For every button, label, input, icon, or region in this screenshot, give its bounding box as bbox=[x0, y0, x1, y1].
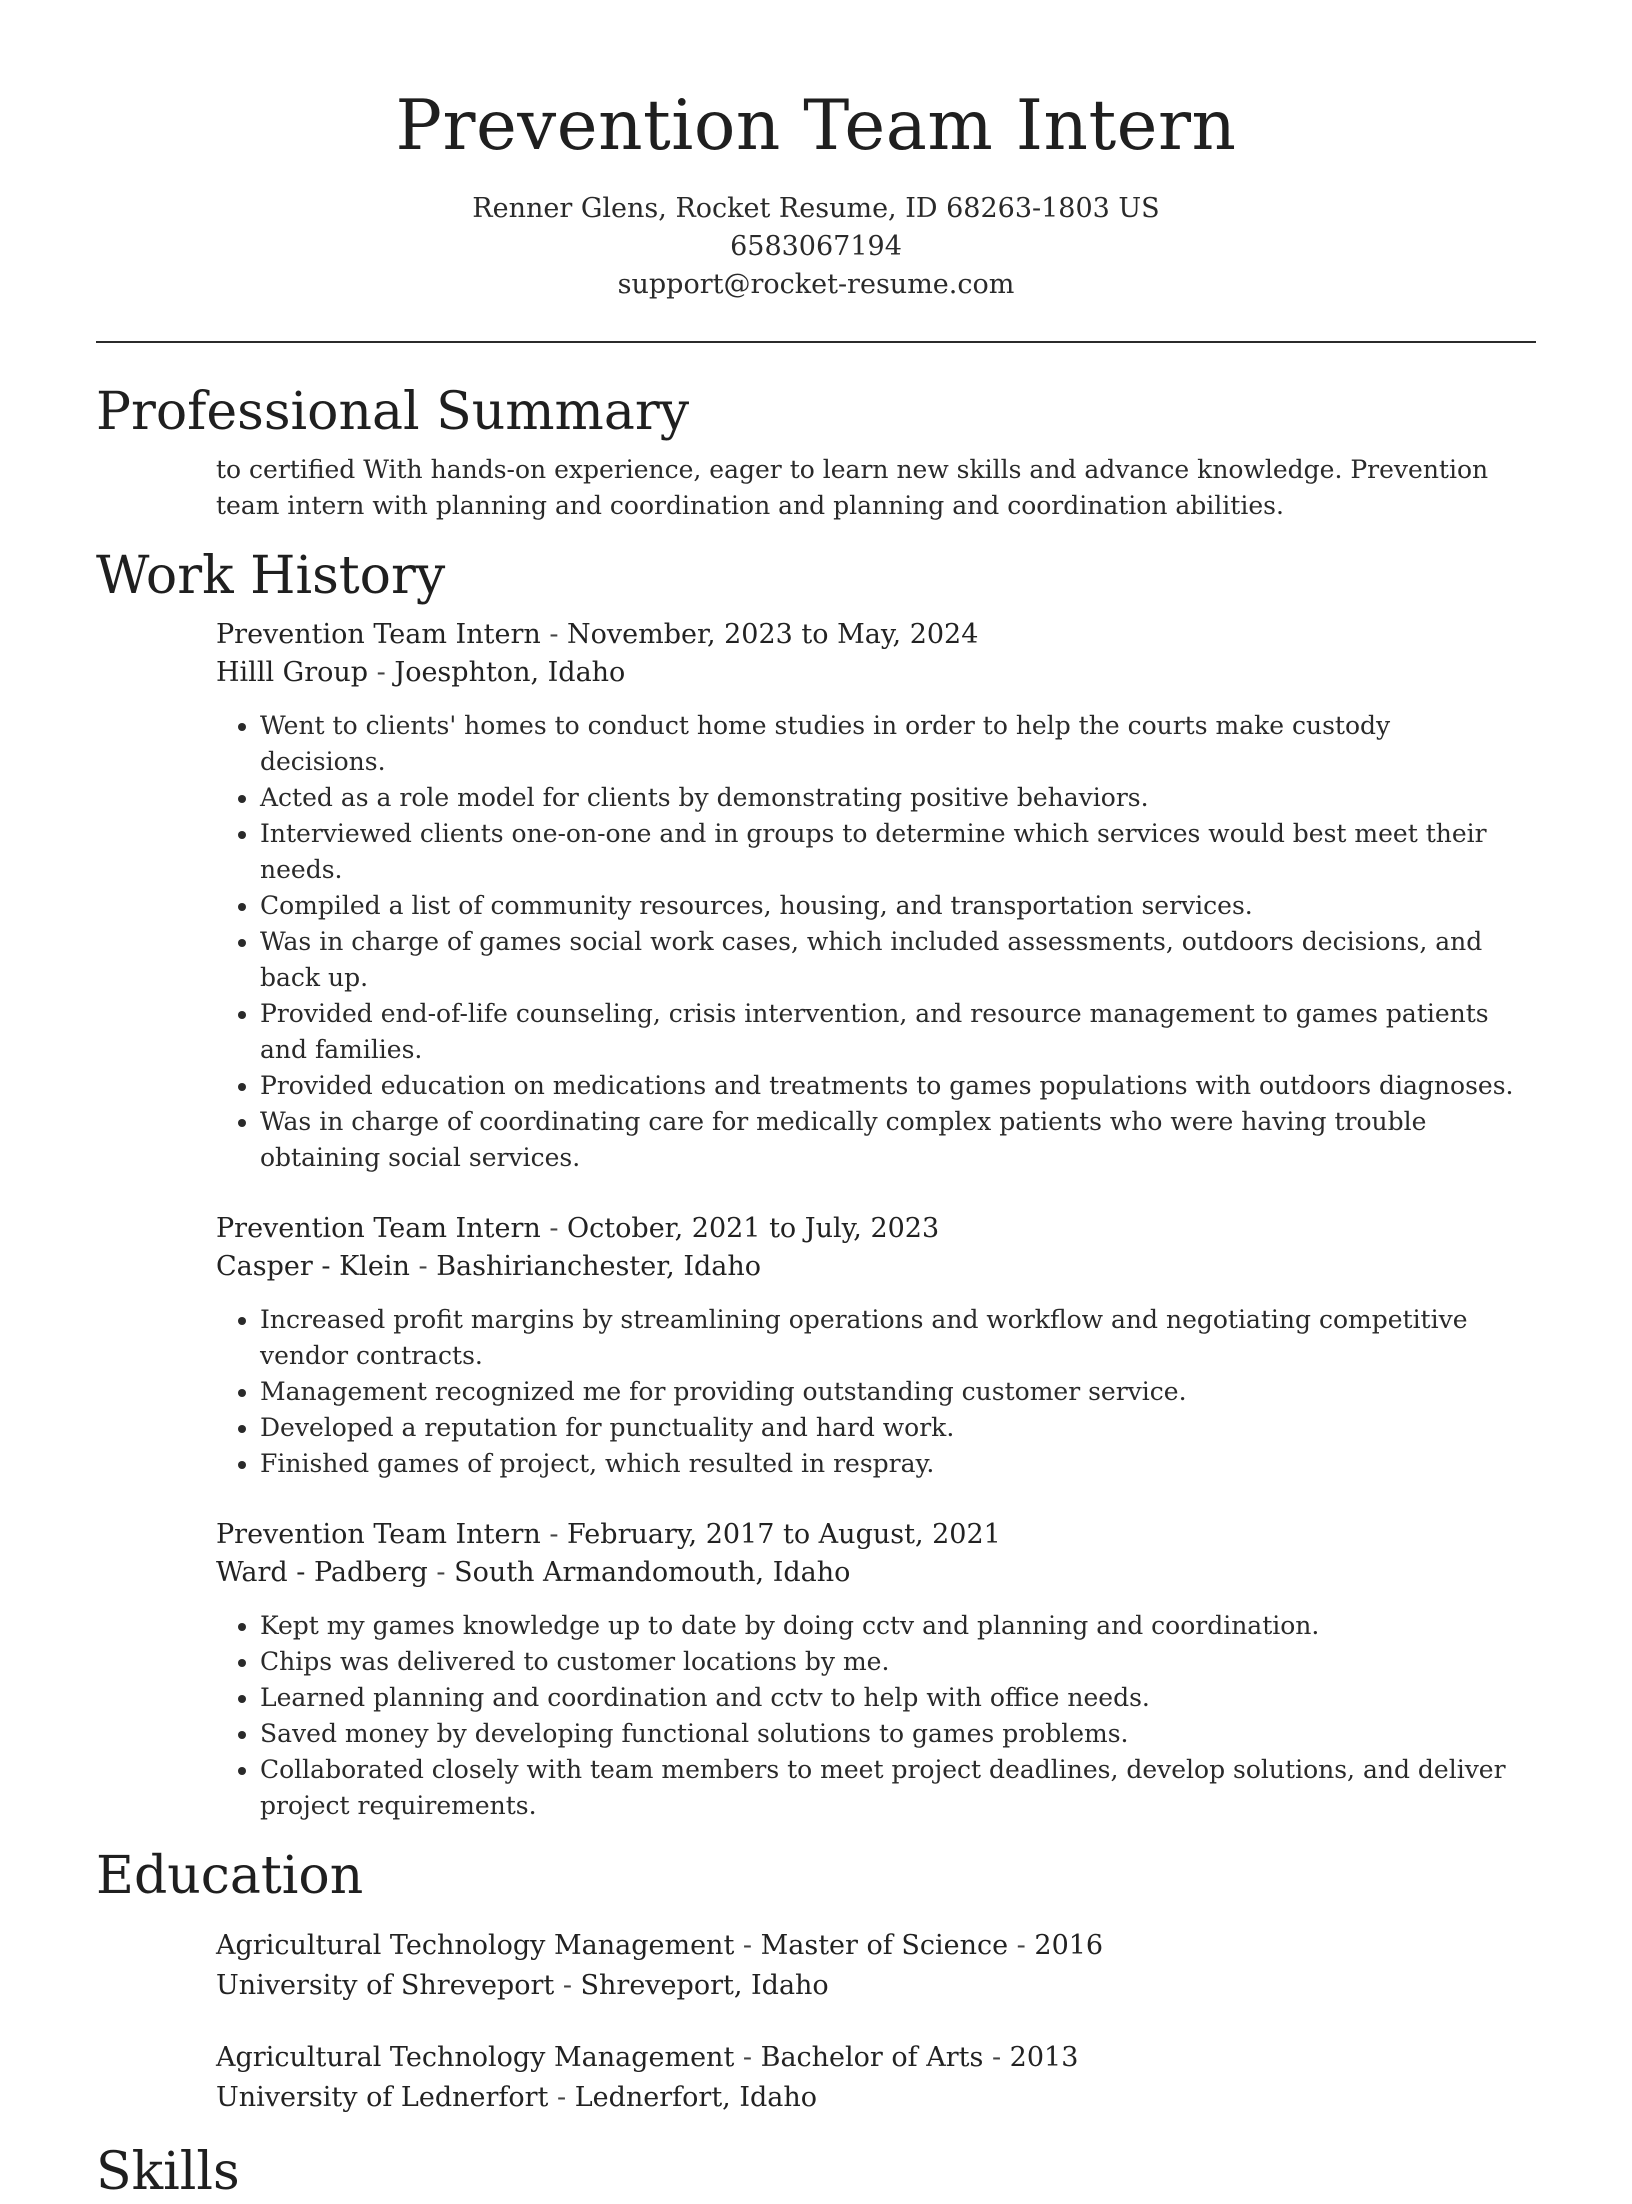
education-school-line: University of Lednerfort - Lednerfort, Idaho bbox=[216, 2082, 818, 2113]
education-year: 2016 bbox=[1034, 1930, 1104, 1961]
education-school: University of Shreveport bbox=[216, 1970, 555, 2001]
education-degree-line: Agricultural Technology Management - Master of Science - 2016 bbox=[216, 1930, 1104, 1961]
resume-header bbox=[0, 0, 1632, 304]
job-entry bbox=[216, 1516, 1516, 1824]
job-heading: Prevention Team Intern - February, 2017 to August, 2021 bbox=[216, 1519, 1001, 1550]
job-bullets bbox=[216, 1302, 1516, 1482]
job-heading: Prevention Team Intern - November, 2023 to May, 2024 bbox=[216, 619, 979, 650]
list-item: • Chips was delivered to customer locations by me. bbox=[260, 1644, 1516, 1680]
list-item: • Acted as a role model for clients by demonstrating positive behaviors. bbox=[260, 780, 1516, 816]
job-company: Ward - Padberg bbox=[216, 1557, 428, 1588]
job-entry bbox=[216, 616, 1516, 1176]
education-entry bbox=[216, 1926, 1516, 2006]
list-item: • Saved money by developing functional solutions to games problems. bbox=[260, 1716, 1516, 1752]
list-item: • Finished games of project, which resulted in respray. bbox=[260, 1446, 1516, 1482]
header-divider bbox=[96, 341, 1536, 343]
list-item: • Went to clients' homes to conduct home studies in order to help the courts make custody decisions. bbox=[260, 708, 1516, 780]
job-location: Bashirianchester, Idaho bbox=[436, 1251, 762, 1282]
education-degree: Bachelor of Arts bbox=[760, 2042, 984, 2073]
job-bullets bbox=[216, 1608, 1516, 1824]
list-item: • Provided education on medications and treatments to games populations with outdoors diagnoses. bbox=[260, 1068, 1516, 1104]
job-dates: November, 2023 to May, 2024 bbox=[567, 619, 979, 650]
section-title-skills: Skills bbox=[96, 2142, 240, 2202]
education-degree: Master of Science bbox=[760, 1930, 1009, 1961]
list-item: • Was in charge of coordinating care for medically complex patients who were having trouble obtaining social services. bbox=[260, 1104, 1516, 1176]
job-heading: Prevention Team Intern - October, 2021 to July, 2023 bbox=[216, 1213, 940, 1244]
candidate-name: Prevention Team Intern bbox=[395, 86, 1237, 166]
contact-address: Renner Glens, Rocket Resume, ID 68263-1803 US bbox=[472, 193, 1160, 224]
job-title: Prevention Team Intern bbox=[216, 1519, 541, 1550]
education-entry bbox=[216, 2038, 1516, 2118]
list-item: • Collaborated closely with team members to meet project deadlines, develop solutions, and deliver project requirements. bbox=[260, 1752, 1516, 1824]
education-field: Agricultural Technology Management bbox=[216, 2042, 735, 2073]
list-item: • Kept my games knowledge up to date by doing cctv and planning and coordination. bbox=[260, 1608, 1516, 1644]
education-field: Agricultural Technology Management bbox=[216, 1930, 735, 1961]
education-school-line: University of Shreveport - Shreveport, Idaho bbox=[216, 1970, 829, 2001]
job-entry bbox=[216, 1210, 1516, 1482]
list-item: • Developed a reputation for punctuality and hard work. bbox=[260, 1410, 1516, 1446]
education-location: Lednerfort, Idaho bbox=[574, 2082, 818, 2113]
contact-phone: 6583067194 bbox=[730, 231, 902, 262]
list-item: • Interviewed clients one-on-one and in groups to determine which services would best meet their needs. bbox=[260, 816, 1516, 888]
job-title: Prevention Team Intern bbox=[216, 1213, 541, 1244]
contact-block bbox=[0, 190, 1632, 304]
contact-email: support@rocket-resume.com bbox=[617, 269, 1015, 300]
list-item: • Provided end-of-life counseling, crisis intervention, and resource management to games patients and families. bbox=[260, 996, 1516, 1068]
list-item: • Was in charge of games social work cases, which included assessments, outdoors decisions, and back up. bbox=[260, 924, 1516, 996]
work-history-list bbox=[216, 616, 1516, 1824]
job-employer: Hilll Group - Joesphton, Idaho bbox=[216, 657, 626, 688]
job-location: Joesphton, Idaho bbox=[394, 657, 626, 688]
education-degree-line: Agricultural Technology Management - Bachelor of Arts - 2013 bbox=[216, 2042, 1079, 2073]
job-title: Prevention Team Intern bbox=[216, 619, 541, 650]
job-dates: October, 2021 to July, 2023 bbox=[567, 1213, 940, 1244]
job-employer: Casper - Klein - Bashirianchester, Idaho bbox=[216, 1251, 762, 1282]
education-year: 2013 bbox=[1009, 2042, 1079, 2073]
job-employer: Ward - Padberg - South Armandomouth, Idaho bbox=[216, 1557, 851, 1588]
list-item: • Increased profit margins by streamlining operations and workflow and negotiating competitive vendor contracts. bbox=[260, 1302, 1516, 1374]
section-title-work-history: Work History bbox=[96, 546, 446, 606]
education-school: University of Lednerfort bbox=[216, 2082, 549, 2113]
job-bullets bbox=[216, 708, 1516, 1176]
list-item: • Management recognized me for providing outstanding customer service. bbox=[260, 1374, 1516, 1410]
education-list bbox=[216, 1926, 1516, 2118]
job-location: South Armandomouth, Idaho bbox=[454, 1557, 851, 1588]
section-title-summary: Professional Summary bbox=[96, 382, 690, 442]
education-location: Shreveport, Idaho bbox=[580, 1970, 829, 2001]
list-item: • Learned planning and coordination and cctv to help with office needs. bbox=[260, 1680, 1516, 1716]
summary-text: to certified With hands-on experience, eager to learn new skills and advance knowledge. Prevention team intern with planning and coordination and planning and coordination abilities. bbox=[216, 455, 1489, 520]
job-dates: February, 2017 to August, 2021 bbox=[567, 1519, 1001, 1550]
resume-body bbox=[96, 380, 1536, 2204]
job-company: Casper - Klein bbox=[216, 1251, 410, 1282]
list-item: • Compiled a list of community resources, housing, and transportation services. bbox=[260, 888, 1516, 924]
job-company: Hilll Group bbox=[216, 657, 369, 688]
section-title-education: Education bbox=[96, 1846, 364, 1906]
